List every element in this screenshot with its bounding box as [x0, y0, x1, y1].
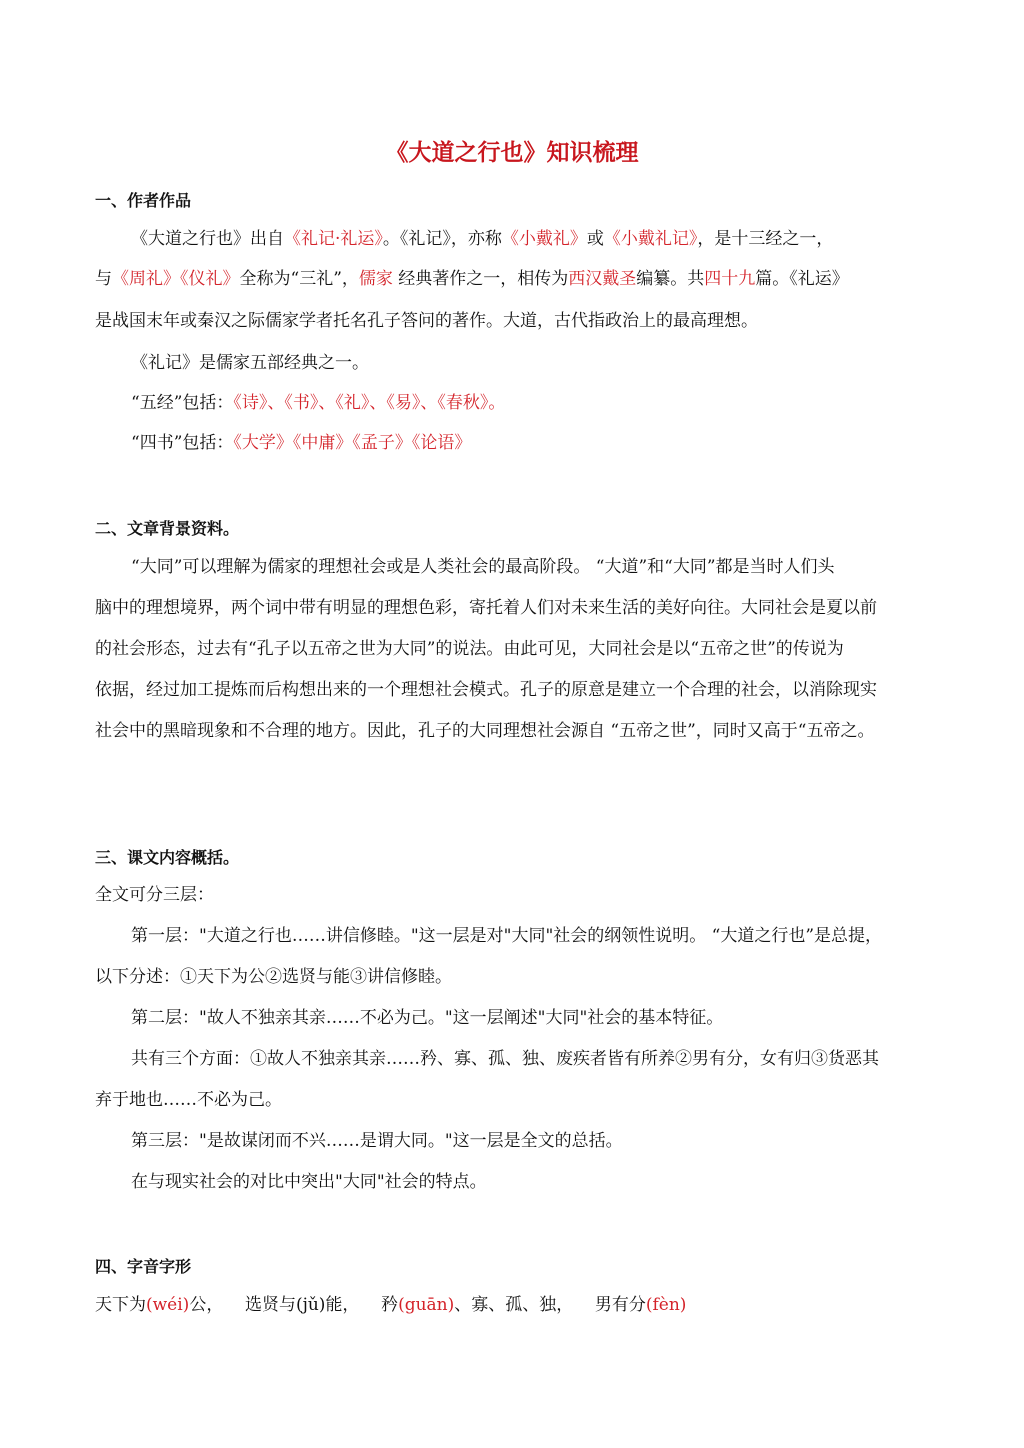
- paragraph-line: 共有三个方面：①故人不独亲其亲……矜、寡、孤、独、废疾者皆有所养②男有分，女有归③货恶其: [131, 1049, 879, 1069]
- highlight-text: 《小戴礼》: [501, 229, 587, 249]
- paragraph-line: 在与现实社会的对比中突出"大同"社会的特点。: [131, 1172, 487, 1192]
- pinyin-text: (jǔ): [295, 1295, 326, 1315]
- highlight-text: 四十九: [704, 269, 756, 289]
- text-run: 天下为: [95, 1295, 146, 1315]
- paragraph-line: 社会中的黑暗现象和不合理的地方。因此，孔子的大同理想社会源自 “五帝之世”，同时又高于“五帝之。: [95, 721, 875, 741]
- paragraph-line: 以下分述：①天下为公②选贤与能③讲信修睦。: [95, 967, 452, 987]
- highlight-text: 《诗》、《书》、《礼》、《易》、《春秋》。: [233, 393, 506, 413]
- text-run: 全称为“三礼”，: [239, 269, 359, 289]
- paragraph-line: [95, 268, 849, 290]
- text-run: 。《礼记》，亦称: [382, 229, 502, 249]
- paragraph-line: “大同”可以理解为儒家的理想社会或是人类社会的最高阶段。 “大道”和“大同”都是当时人们头: [131, 557, 835, 577]
- four-books-line: [131, 432, 471, 454]
- highlight-text: 《礼记·礼运》: [284, 229, 383, 249]
- section-heading-author: 一、作者作品: [95, 191, 192, 210]
- text-run: 公， 选贤与: [189, 1295, 296, 1315]
- text-run: 能， 矜: [325, 1295, 399, 1315]
- highlight-text: 《大学》《中庸》《孟子》《论语》: [233, 433, 472, 453]
- highlight-text: 《小戴礼记》: [603, 229, 698, 249]
- paragraph-line: 全文可分三层：: [95, 885, 214, 905]
- paragraph-line: 的社会形态，过去有“孔子以五帝之世为大同”的说法。由此可见，大同社会是以“五帝之世”的传说为: [95, 639, 844, 659]
- page-title: 《大道之行也》知识梳理: [385, 139, 639, 166]
- text-run: “五经”包括：: [131, 393, 234, 413]
- text-run: 或: [586, 229, 604, 249]
- text-run: 、寡、孤、独， 男有分: [454, 1295, 646, 1315]
- text-run: 编纂。共: [636, 269, 705, 289]
- paragraph-line: 第二层："故人不独亲其亲……不必为己。"这一层阐述"大同"社会的基本特征。: [131, 1008, 724, 1028]
- text-run: 经典著作之一，相传为: [392, 269, 569, 289]
- highlight-text: 儒家: [358, 269, 393, 289]
- text-run: “四书”包括：: [131, 433, 234, 453]
- text-run: 篇。《礼运》: [755, 269, 849, 289]
- paragraph-line: 第一层："大道之行也……讲信修睦。"这一层是对"大同"社会的纲领性说明。 “大道之行也”是总提，: [131, 926, 883, 946]
- text-run: ，是十三经之一，: [697, 229, 834, 249]
- text-run: 与: [95, 269, 112, 289]
- paragraph-line: 弃于地也……不必为己。: [95, 1090, 282, 1110]
- pinyin-text: (guān): [398, 1295, 455, 1315]
- highlight-text: 西汉戴圣: [568, 269, 637, 289]
- highlight-text: 《周礼》《仪礼》: [112, 269, 240, 289]
- paragraph-line: 第三层："是故谋闭而不兴……是谓大同。"这一层是全文的总括。: [131, 1131, 623, 1151]
- paragraph-line: 《礼记》是儒家五部经典之一。: [131, 353, 369, 373]
- paragraph-line: 依据，经过加工提炼而后构想出来的一个理想社会模式。孔子的原意是建立一个合理的社会，以消除现实: [95, 680, 877, 700]
- text-run: 《大道之行也》出自: [131, 229, 284, 249]
- section-heading-summary: 三、课文内容概括。: [95, 848, 240, 867]
- section-heading-background: 二、文章背景资料。: [95, 519, 240, 538]
- pinyin-text: (wéi): [146, 1295, 190, 1315]
- paragraph-line: [131, 228, 833, 250]
- five-classics-line: [131, 392, 505, 414]
- paragraph-line: 脑中的理想境界，两个词中带有明显的理想色彩，寄托着人们对未来生活的美好向往。大同社会是夏以前: [95, 598, 877, 618]
- section-heading-pronunciation: 四、字音字形: [95, 1257, 192, 1276]
- pronunciation-line: [95, 1294, 686, 1316]
- paragraph-line: 是战国末年或秦汉之际儒家学者托名孔子答问的著作。大道，古代指政治上的最高理想。: [95, 311, 758, 331]
- pinyin-text: (fèn): [645, 1295, 687, 1315]
